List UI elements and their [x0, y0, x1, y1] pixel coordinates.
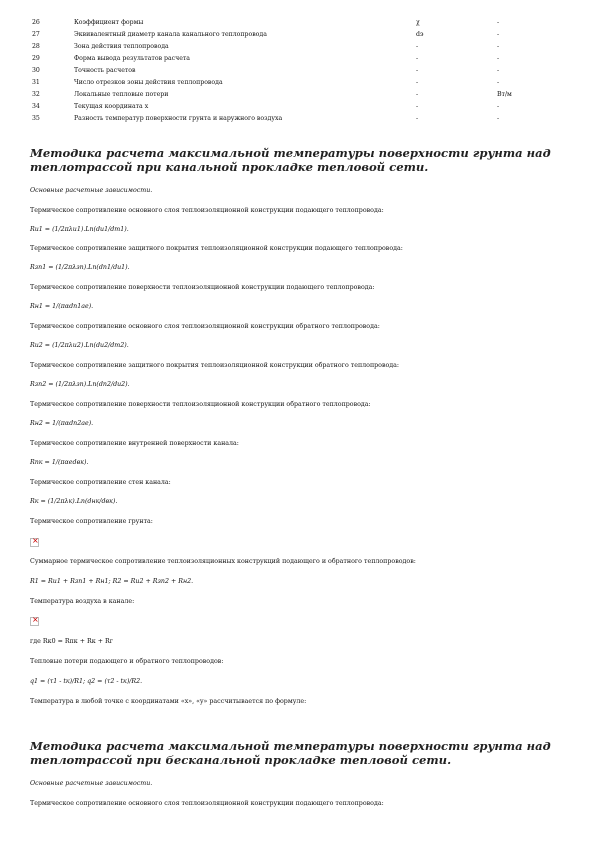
row-unit: - [497, 43, 500, 50]
row-unit: - [497, 55, 500, 62]
section-heading-channelless: Методика расчета максимальной температуры поверхности грунта над теплотрассой при бесканальной прокладке тепловой сети. [30, 739, 551, 767]
text-line: Термическое сопротивление поверхности теплоизоляционной конструкции обратного теплопровода: [30, 401, 371, 408]
text-line: Термическое сопротивление стен канала: [30, 479, 171, 486]
table-row [0, 17, 595, 29]
row-unit: Вт/м [497, 91, 512, 98]
text-line: Термическое сопротивление защитного покрытия теплоизоляционной конструкции подающего теплопровода: [30, 245, 403, 252]
row-number: 27 [32, 31, 40, 38]
formula-line: где Rк0 = Rпк + Rк + Rг [30, 638, 114, 645]
row-unit: - [497, 31, 500, 38]
formula-line: Rн1 = 1/(παdп1ае). [30, 303, 94, 310]
formula-line: Rпк = 1/(παеdвк). [30, 459, 89, 466]
text-line: Тепловые потери подающего и обратного теплопроводов: [30, 658, 224, 665]
row-number: 28 [32, 43, 40, 50]
text-line: Суммарное термическое сопротивление теплоизоляционных конструкций подающего и обратного теплопроводов: [30, 558, 416, 565]
row-name: Коэффициент формы [74, 19, 144, 26]
section-subtitle: Основные расчетные зависимости. [30, 780, 153, 787]
row-symbol: - [416, 115, 419, 122]
text-line: Термическое сопротивление грунта: [30, 518, 153, 525]
row-number: 32 [32, 91, 40, 98]
text-line: Термическое сопротивление поверхности теплоизоляционной конструкции подающего теплопровода: [30, 284, 375, 291]
table-row [0, 113, 595, 125]
formula-line: Rзп1 = (1/2πλзп).Ln(dп1/dи1). [30, 264, 130, 271]
row-name: Текущая координата x [74, 103, 149, 110]
row-name: Точность расчетов [74, 67, 136, 74]
row-number: 26 [32, 19, 40, 26]
text-line: Термическое сопротивление защитного покрытия теплоизоляционной конструкции обратного теплопровода: [30, 362, 400, 369]
row-symbol: χ [416, 19, 420, 26]
row-unit: - [497, 19, 500, 26]
formula-line: Rи2 = (1/2πλи2).Ln(dи2/dт2). [30, 342, 129, 349]
row-number: 29 [32, 55, 40, 62]
row-number: 30 [32, 67, 40, 74]
table-row [0, 65, 595, 77]
row-unit: - [497, 67, 500, 74]
broken-image-icon [30, 617, 39, 626]
row-name: Число отрезков зоны действия теплопровода [74, 79, 223, 86]
row-symbol: - [416, 79, 419, 86]
row-number: 31 [32, 79, 40, 86]
row-number: 35 [32, 115, 40, 122]
formula-line: Rк = (1/2πλк).Ln(dнк/dвк). [30, 498, 118, 505]
table-row [0, 101, 595, 113]
table-row [0, 41, 595, 53]
table-row [0, 89, 595, 101]
text-line: Термическое сопротивление основного слоя теплоизоляционной конструкции подающего теплопровода: [30, 207, 384, 214]
row-symbol: - [416, 67, 419, 74]
row-symbol: - [416, 43, 419, 50]
row-symbol: - [416, 55, 419, 62]
row-name: Эквивалентный диаметр канала канального теплопровода [74, 31, 267, 38]
section-subtitle: Основные расчетные зависимости. [30, 187, 153, 194]
table-row [0, 77, 595, 89]
text-line: Термическое сопротивление внутренней поверхности канала: [30, 440, 239, 447]
text-line: Термическое сопротивление основного слоя теплоизоляционной конструкции обратного теплопровода: [30, 323, 380, 330]
table-row [0, 29, 595, 41]
row-unit: - [497, 79, 500, 86]
formula-line: Rи1 = (1/2πλи1).Ln(dи1/dт1). [30, 226, 129, 233]
text-line: Температура в любой точке с координатами «x», «y» рассчитывается по формуле: [30, 698, 307, 705]
row-name: Разность температур поверхности грунта и наружного воздуха [74, 115, 283, 122]
row-number: 34 [32, 103, 40, 110]
formula-line: Rзп2 = (1/2πλзп).Ln(dп2/dи2). [30, 381, 130, 388]
row-symbol: dэ [416, 31, 424, 38]
text-line: Термическое сопротивление основного слоя теплоизоляционной конструкции подающего теплопровода: [30, 800, 384, 807]
row-unit: - [497, 115, 500, 122]
row-symbol: - [416, 91, 419, 98]
row-name: Форма вывода результатов расчета [74, 55, 191, 62]
row-unit: - [497, 103, 500, 110]
row-symbol: - [416, 103, 419, 110]
row-name: Локальные тепловые потери [74, 91, 169, 98]
formula-line: Rн2 = 1/(παdп2ае). [30, 420, 94, 427]
section-heading-channel: Методика расчета максимальной температуры поверхности грунта над теплотрассой при канальной прокладке тепловой сети. [30, 146, 551, 174]
formula-line: q1 = (τ1 - tк)/R1; q2 = (τ2 - tк)/R2. [30, 678, 143, 685]
broken-image-icon [30, 538, 39, 547]
row-name: Зона действия теплопровода [74, 43, 169, 50]
formula-line: R1 = Rи1 + Rзп1 + Rн1; R2 = Rи2 + Rзп2 + Rн2. [30, 578, 194, 585]
text-line: Температура воздуха в канале: [30, 598, 135, 605]
table-row [0, 53, 595, 65]
